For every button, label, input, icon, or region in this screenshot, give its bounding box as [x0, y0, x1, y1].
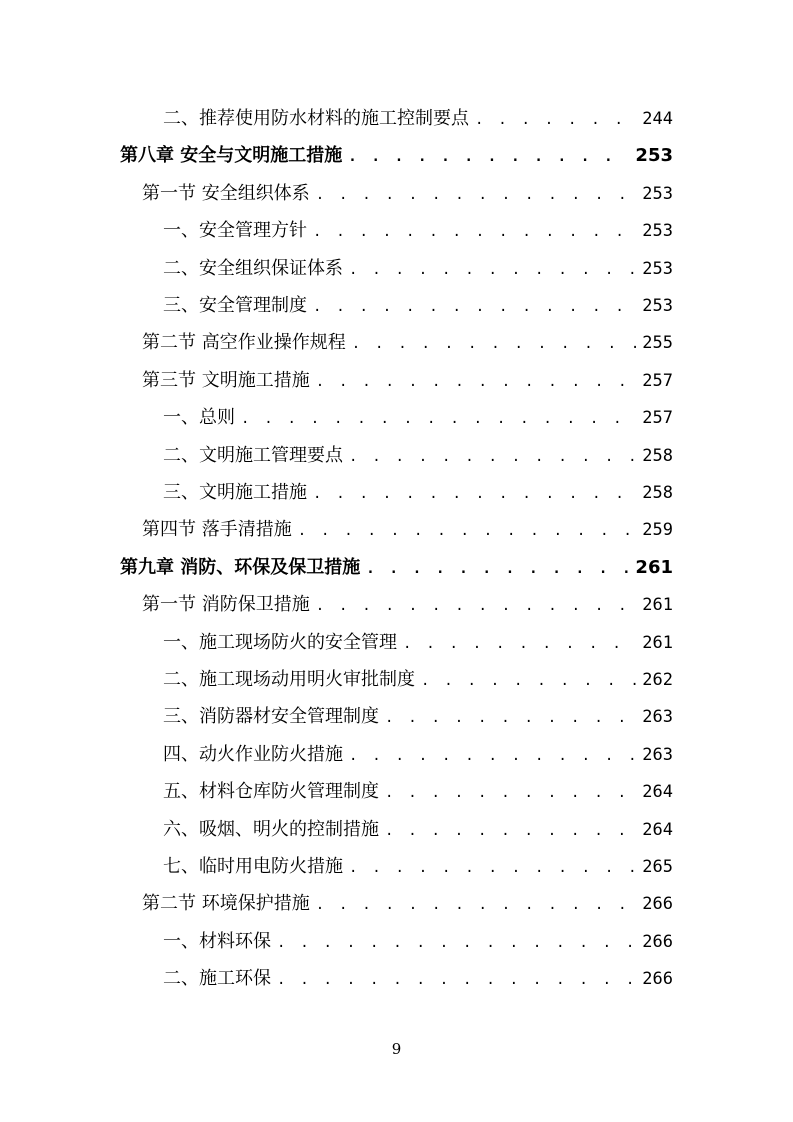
toc-entry-label: 二、文明施工管理要点 [163, 444, 343, 466]
toc-entry-label: 第一节 消防保卫措施 [142, 594, 310, 616]
toc-subsection-entry[interactable] [163, 736, 673, 773]
toc-entry-page-number: 253 [642, 258, 673, 279]
dot-leader [313, 476, 636, 513]
toc-entry-label: 五、材料仓库防火管理制度 [163, 781, 379, 803]
toc-entry-label: 一、材料环保 [163, 930, 271, 952]
toc-entry-page-number: 259 [642, 520, 673, 541]
toc-subsection-entry[interactable] [163, 100, 673, 137]
toc-entry-page-number: 265 [642, 857, 673, 877]
page-number: 9 [391, 1040, 402, 1058]
toc-subsection-entry[interactable] [163, 848, 673, 885]
toc-entry-page-number: 258 [642, 483, 673, 503]
dot-leader [349, 252, 636, 289]
dot-leader [298, 513, 637, 550]
toc-entry-label: 第八章 安全与文明施工措施 [120, 145, 343, 167]
toc-entry-label: 第二节 环境保护措施 [142, 893, 310, 915]
dot-leader [475, 102, 636, 139]
dot-leader [352, 326, 637, 363]
toc-section-entry[interactable] [142, 324, 673, 361]
toc-entry-page-number: 255 [642, 333, 673, 354]
toc-entry-page-number: 257 [642, 408, 673, 429]
toc-entry-label: 三、安全管理制度 [163, 295, 307, 316]
toc-entry-label: 三、文明施工措施 [163, 482, 307, 503]
toc-entry-label: 二、推荐使用防水材料的施工控制要点 [163, 108, 469, 129]
dot-leader [385, 700, 636, 737]
toc-entry-page-number: 266 [642, 894, 673, 915]
toc-subsection-entry[interactable] [163, 698, 673, 735]
toc-entry-page-number: 253 [642, 221, 673, 242]
toc-entry-label: 第三节 文明施工措施 [142, 369, 310, 391]
toc-subsection-entry[interactable] [163, 287, 673, 324]
toc-entry-page-number: 261 [635, 556, 673, 578]
toc-entry-label: 六、吸烟、明火的控制措施 [163, 818, 379, 840]
dot-leader [316, 887, 637, 924]
dot-leader [349, 439, 636, 476]
dot-leader [316, 588, 637, 625]
toc-entry-page-number: 253 [642, 183, 673, 204]
toc-section-entry[interactable] [142, 511, 673, 548]
toc-section-entry[interactable] [142, 586, 673, 623]
toc-entry-page-number: 261 [642, 595, 673, 616]
dot-leader [316, 364, 637, 401]
dot-leader [385, 813, 636, 850]
toc-subsection-entry[interactable] [163, 923, 673, 960]
dot-leader [316, 177, 637, 214]
toc-entry-label: 一、安全管理方针 [163, 220, 307, 242]
toc-subsection-entry[interactable] [163, 474, 673, 511]
toc-entry-label: 第二节 高空作业操作规程 [142, 332, 346, 354]
dot-leader [277, 925, 636, 962]
toc-entry-page-number: 264 [642, 819, 673, 840]
toc-subsection-entry[interactable] [163, 773, 673, 810]
toc-entry-page-number: 264 [642, 782, 673, 803]
toc-entry-page-number: 263 [642, 744, 673, 765]
toc-entry-label: 三、消防器材安全管理制度 [163, 706, 379, 728]
toc-subsection-entry[interactable] [163, 437, 673, 474]
toc-subsection-entry[interactable] [163, 212, 673, 249]
toc-subsection-entry[interactable] [163, 250, 673, 287]
dot-leader [349, 850, 636, 887]
toc-entry-label: 第九章 消防、环保及保卫措施 [120, 556, 361, 578]
toc-entry-label: 第四节 落手清措施 [142, 519, 292, 541]
dot-leader [313, 289, 636, 326]
toc-entry-page-number: 257 [642, 370, 673, 391]
dot-leader [421, 663, 636, 700]
toc-section-entry[interactable] [142, 175, 673, 212]
toc-entry-label: 第一节 安全组织体系 [142, 182, 310, 204]
toc-entry-label: 一、总则 [163, 407, 235, 429]
toc-entry-page-number: 244 [642, 109, 673, 129]
dot-leader [241, 401, 636, 438]
toc-subsection-entry[interactable] [163, 960, 673, 997]
toc-entry-page-number: 266 [642, 969, 673, 990]
dot-leader [349, 738, 636, 775]
toc-subsection-entry[interactable] [163, 624, 673, 661]
toc-entry-page-number: 258 [642, 445, 673, 466]
toc-chapter-entry[interactable] [120, 137, 673, 174]
toc-entry-page-number: 253 [642, 296, 673, 316]
toc-entry-label: 一、施工现场防火的安全管理 [163, 631, 397, 653]
dot-leader [348, 139, 629, 176]
toc-section-entry[interactable] [142, 885, 673, 922]
toc-entry-label: 二、施工环保 [163, 968, 271, 990]
dot-leader [277, 962, 636, 999]
toc-entry-page-number: 253 [635, 145, 673, 167]
toc-entry-label: 四、动火作业防火措施 [163, 743, 343, 765]
toc-entry-page-number: 261 [642, 632, 673, 653]
toc-subsection-entry[interactable] [163, 399, 673, 436]
toc-subsection-entry[interactable] [163, 811, 673, 848]
dot-leader [403, 626, 636, 663]
toc-section-entry[interactable] [142, 362, 673, 399]
dot-leader [366, 551, 629, 588]
dot-leader [313, 214, 636, 251]
toc-entry-page-number: 262 [642, 670, 673, 690]
toc-subsection-entry[interactable] [163, 661, 673, 698]
toc-entry-label: 七、临时用电防火措施 [163, 856, 343, 877]
toc-entry-page-number: 263 [642, 707, 673, 728]
toc-entry-page-number: 266 [642, 931, 673, 952]
toc-entry-label: 二、施工现场动用明火审批制度 [163, 669, 415, 690]
dot-leader [385, 775, 636, 812]
toc-entry-label: 二、安全组织保证体系 [163, 257, 343, 279]
toc-chapter-entry[interactable] [120, 549, 673, 586]
